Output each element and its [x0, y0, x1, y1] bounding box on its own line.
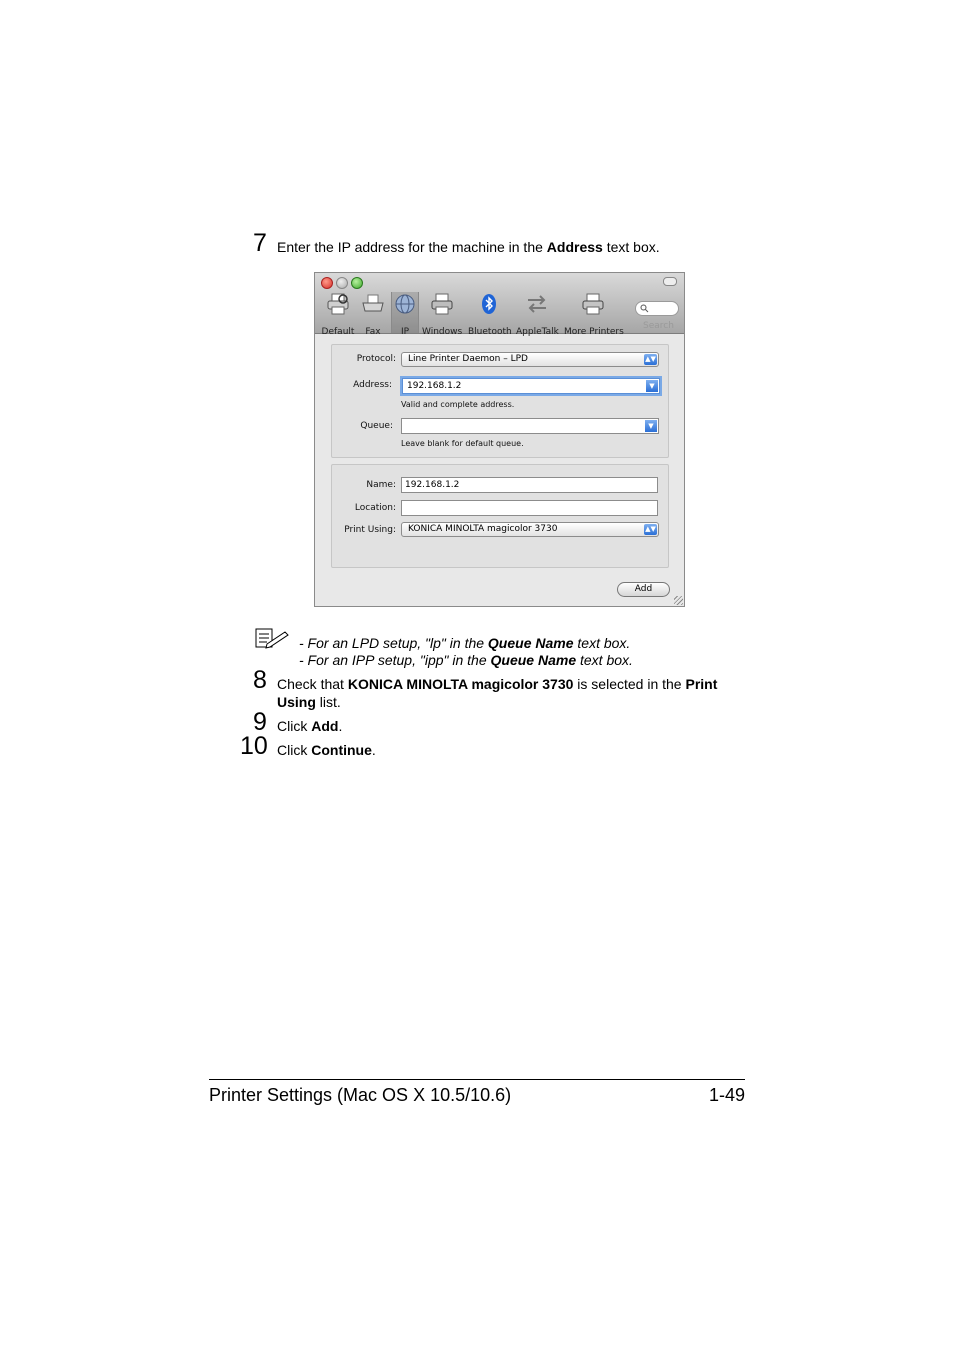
step-10-number: 10: [240, 732, 268, 760]
note-line-2: - For an IPP setup, "ipp" in the Queue Name text box.: [299, 652, 633, 668]
address-hint: Valid and complete address.: [401, 400, 515, 409]
address-input[interactable]: 192.168.1.2 ▼: [402, 378, 660, 394]
tool-default[interactable]: Default: [320, 293, 356, 337]
tool-windows[interactable]: Windows: [422, 293, 462, 337]
queue-hint: Leave blank for default queue.: [401, 439, 524, 448]
toolbar: [315, 273, 684, 337]
note-line-1: - For an LPD setup, "lp" in the Queue Name text box.: [299, 635, 631, 651]
tool-appletalk[interactable]: AppleTalk: [516, 293, 558, 337]
step-7-text: Enter the IP address for the machine in the Address text box.: [277, 239, 660, 255]
tool-more-printers[interactable]: More Printers: [564, 293, 622, 337]
footer-title: Printer Settings (Mac OS X 10.5/10.6): [209, 1085, 512, 1105]
printer-info-group: [331, 464, 669, 568]
step-9-number: 9: [253, 708, 267, 736]
step-8-text: Check that KONICA MINOLTA magicolor 3730 is selected in the Print Using list.: [277, 676, 718, 710]
step-7-number: 7: [253, 229, 267, 257]
location-input[interactable]: [401, 500, 658, 516]
dropdown-arrow-icon[interactable]: ▼: [646, 380, 658, 392]
print-using-label: Print Using:: [344, 525, 396, 535]
tool-ip[interactable]: IP: [391, 292, 419, 333]
toolbar-toggle-button[interactable]: [663, 277, 677, 286]
fax-icon: [361, 293, 385, 315]
minimize-window-button[interactable]: [336, 277, 348, 289]
search-field[interactable]: [635, 301, 679, 316]
print-using-select[interactable]: KONICA MINOLTA magicolor 3730 ▲▼: [401, 522, 659, 537]
resize-grip-icon[interactable]: [674, 596, 683, 605]
printer-icon: [326, 293, 350, 315]
queue-label: Queue:: [360, 421, 393, 431]
updown-arrows-icon: ▲▼: [645, 525, 656, 533]
bluetooth-icon: [477, 293, 501, 315]
search-label: Search: [643, 321, 674, 331]
search-icon: [640, 304, 649, 313]
printer-icon: [430, 293, 454, 315]
note-pencil-icon: [255, 627, 289, 649]
add-printer-window-screenshot: [314, 272, 685, 607]
address-label: Address:: [353, 380, 392, 390]
connection-group: [331, 344, 669, 458]
step-10-text: Click Continue.: [277, 742, 376, 758]
queue-input[interactable]: [401, 418, 659, 434]
footer-rule: [209, 1079, 745, 1080]
step-8-number: 8: [253, 666, 267, 694]
protocol-label: Protocol:: [356, 354, 396, 364]
step-9-text: Click Add.: [277, 718, 343, 734]
tool-bluetooth[interactable]: Bluetooth: [468, 293, 510, 337]
location-label: Location:: [354, 503, 396, 513]
name-input[interactable]: 192.168.1.2: [401, 477, 658, 493]
globe-icon: [393, 293, 417, 315]
add-button[interactable]: Add: [617, 582, 670, 597]
tool-fax[interactable]: Fax: [359, 293, 387, 337]
updown-arrows-icon: ▲▼: [645, 355, 656, 363]
name-label: Name:: [366, 480, 396, 490]
printer-icon: [581, 293, 605, 315]
protocol-select[interactable]: Line Printer Daemon – LPD ▲▼: [401, 352, 659, 367]
arrows-icon: [525, 293, 549, 315]
close-window-button[interactable]: [321, 277, 333, 289]
zoom-window-button[interactable]: [351, 277, 363, 289]
page-number: 1-49: [708, 1085, 745, 1105]
dropdown-arrow-icon[interactable]: ▼: [645, 420, 657, 432]
